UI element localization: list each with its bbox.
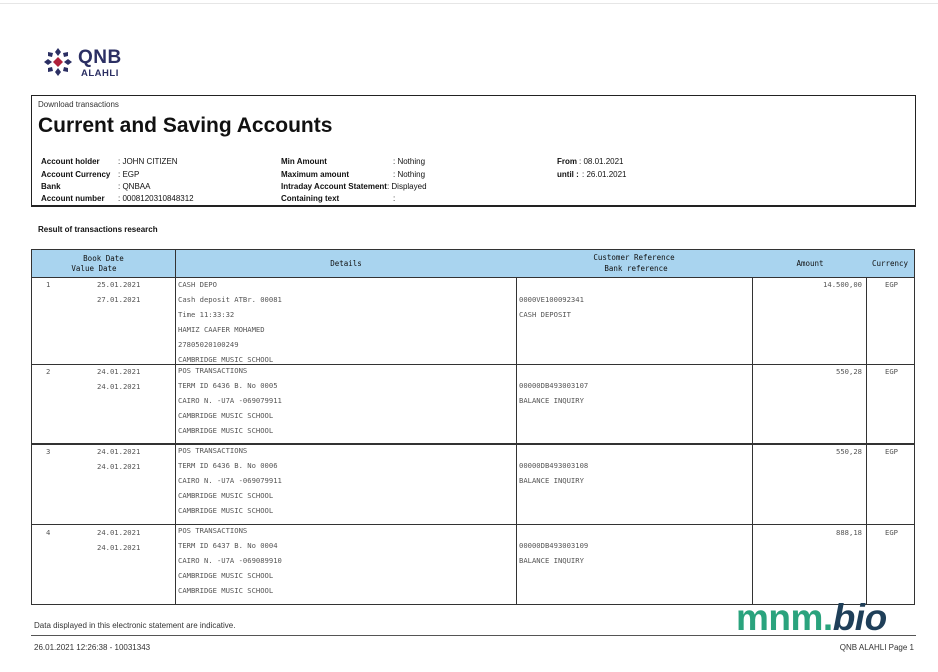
details-line: CAIRO N. -U7A -069079911 <box>178 396 282 405</box>
amount: 550,28 <box>836 367 862 376</box>
brand-name: QNB <box>78 47 122 68</box>
details-line: TERM ID 6436 B. No 0006 <box>178 461 278 470</box>
book-date: 24.01.2021 <box>97 447 141 456</box>
bank-reference-header: Bank reference <box>604 264 668 273</box>
details-line: TERM ID 6436 B. No 0005 <box>178 381 278 390</box>
table-header <box>32 250 914 278</box>
details-line: HAMIZ CAAFER MOHAMED <box>178 325 265 334</box>
column-divider <box>866 277 867 604</box>
book-date: 24.01.2021 <box>97 367 141 376</box>
currency-header: Currency <box>871 259 909 268</box>
amount: 888,18 <box>836 528 862 537</box>
bank-reference: BALANCE INQUIRY <box>519 476 584 485</box>
details-line: CAMBRIDGE MUSIC SCHOOL <box>178 586 274 595</box>
transactions-table <box>31 249 915 605</box>
column-divider <box>175 250 176 604</box>
row-number: 4 <box>46 528 51 537</box>
row-divider <box>32 443 914 445</box>
top-divider <box>0 3 938 4</box>
customer-reference: 00000DB493003109 <box>519 541 589 550</box>
details-header: Details <box>330 259 362 268</box>
row-divider <box>32 524 914 525</box>
details-line: 27805020100249 <box>178 340 239 349</box>
qnb-emblem-icon <box>42 46 74 78</box>
details-line: CAMBRIDGE MUSIC SCHOOL <box>178 491 274 500</box>
date-from: From : 08.01.2021 <box>557 157 624 166</box>
row-divider <box>32 364 914 365</box>
disclaimer: Data displayed in this electronic statement are indicative. <box>34 621 236 630</box>
details-line: CAIRO N. -U7A -069089910 <box>178 556 282 565</box>
currency: EGP <box>885 280 898 289</box>
customer-reference: 00000DB493003107 <box>519 381 589 390</box>
maximum-amount: Maximum amount : Nothing <box>281 170 426 179</box>
bank-reference: CASH DEPOSIT <box>519 310 571 319</box>
watermark <box>736 597 887 639</box>
details-line: Time 11:33:32 <box>178 310 235 319</box>
details-line: CAMBRIDGE MUSIC SCHOOL <box>178 426 274 435</box>
date-until: until : : 26.01.2021 <box>557 170 627 179</box>
footer-timestamp: 26.01.2021 12:26:38 - 10031343 <box>34 643 151 652</box>
bank-reference: BALANCE INQUIRY <box>519 556 584 565</box>
value-date: 27.01.2021 <box>97 295 141 304</box>
row-number: 3 <box>46 447 51 456</box>
details-line: POS TRANSACTIONS <box>178 526 248 535</box>
customer-reference: 00000DB493003108 <box>519 461 589 470</box>
details-line: CASH DEPO <box>178 280 217 289</box>
currency: EGP <box>885 447 898 456</box>
column-divider <box>516 277 517 604</box>
details-line: POS TRANSACTIONS <box>178 366 248 375</box>
details-line: CAIRO N. -U7A -069079911 <box>178 476 282 485</box>
intraday-statement: Intraday Account Statement: Displayed <box>281 182 427 191</box>
amount: 550,28 <box>836 447 862 456</box>
currency: EGP <box>885 528 898 537</box>
currency: EGP <box>885 367 898 376</box>
column-divider <box>752 277 753 604</box>
value-date-header: Value Date <box>71 264 117 273</box>
account-holder: Account holder : JOHN CITIZEN <box>41 157 178 166</box>
details-line: Cash deposit ATBr. 00081 <box>178 295 282 304</box>
details-line: CAMBRIDGE MUSIC SCHOOL <box>178 506 274 515</box>
book-date-header: Book Date <box>83 254 124 263</box>
details-line: CAMBRIDGE MUSIC SCHOOL <box>178 411 274 420</box>
amount-header: Amount <box>796 259 824 268</box>
containing-text: Containing text : <box>281 194 396 203</box>
value-date: 24.01.2021 <box>97 543 141 552</box>
account-currency: Account Currency : EGP <box>41 170 140 179</box>
bank-reference: BALANCE INQUIRY <box>519 396 584 405</box>
row-number: 2 <box>46 367 51 376</box>
value-date: 24.01.2021 <box>97 462 141 471</box>
row-number: 1 <box>46 280 51 289</box>
customer-reference: 0000VE100092341 <box>519 295 584 304</box>
footer-page: QNB ALAHLI Page 1 <box>839 643 914 652</box>
account-number: Account number : 0008120310848312 <box>41 194 194 203</box>
value-date: 24.01.2021 <box>97 382 141 391</box>
bank: Bank : QNBAA <box>41 182 151 191</box>
book-date: 24.01.2021 <box>97 528 141 537</box>
watermark-part2: bio <box>832 597 887 638</box>
details-line: POS TRANSACTIONS <box>178 446 248 455</box>
results-title: Result of transactions research <box>38 225 158 234</box>
watermark-part1: mnm. <box>736 597 833 638</box>
qnb-logo <box>42 46 152 80</box>
min-amount: Min Amount : Nothing <box>281 157 426 166</box>
details-line: TERM ID 6437 B. No 0004 <box>178 541 278 550</box>
details-line: CAMBRIDGE MUSIC SCHOOL <box>178 571 274 580</box>
download-label: Download transactions <box>38 100 119 109</box>
details-line: CAMBRIDGE MUSIC SCHOOL <box>178 355 274 364</box>
book-date: 25.01.2021 <box>97 280 141 289</box>
amount: 14.500,00 <box>823 280 862 289</box>
page-title: Current and Saving Accounts <box>38 114 333 137</box>
account-summary <box>31 95 916 207</box>
customer-reference-header: Customer Reference <box>593 253 675 262</box>
brand-sub: ALAHLI <box>81 68 119 79</box>
